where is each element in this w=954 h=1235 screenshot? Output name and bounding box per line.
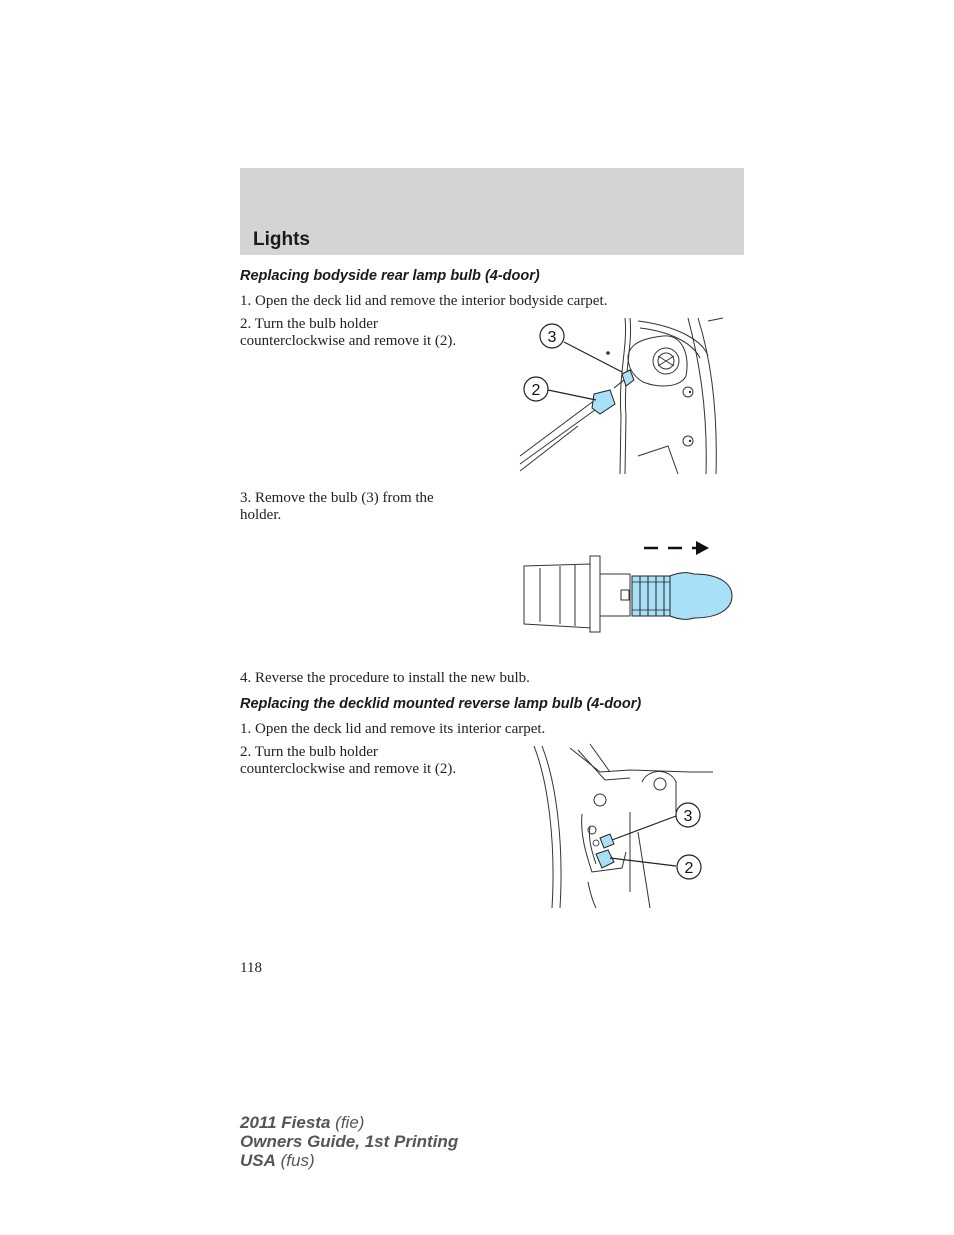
footer-line-2 bbox=[240, 1132, 458, 1151]
footer-edition-info bbox=[240, 1113, 458, 1170]
footer-printing: Owners Guide, 1st Printing bbox=[240, 1132, 459, 1151]
step-3-line-2: holder. bbox=[240, 506, 282, 523]
callout-label-holder: 2 bbox=[531, 382, 541, 399]
step-2-decklid bbox=[240, 744, 456, 777]
step-3-line-1: 3. Remove the bulb (3) from the bbox=[240, 490, 434, 506]
arrow-right-icon bbox=[696, 541, 709, 555]
bulb-holder-shape bbox=[592, 370, 634, 414]
decklid-lamp-figure bbox=[530, 742, 716, 910]
subheading-decklid-reverse-lamp: Replacing the decklid mounted reverse lamp bulb (4-door) bbox=[240, 696, 642, 712]
step-2-line-1: 2. Turn the bulb holder bbox=[240, 316, 378, 332]
footer-line-3 bbox=[240, 1151, 458, 1170]
step-2-decklid-line-1: 2. Turn the bulb holder bbox=[240, 744, 378, 760]
footer-model-code: (fie) bbox=[335, 1113, 365, 1132]
subheading-bodyside-rear-lamp: Replacing bodyside rear lamp bulb (4-door) bbox=[240, 268, 540, 284]
step-1: 1. Open the deck lid and remove the interior bodyside carpet. bbox=[240, 293, 608, 309]
callout-label-holder: 2 bbox=[684, 860, 694, 877]
page-number: 118 bbox=[240, 960, 262, 976]
callout-label-bulb: 3 bbox=[683, 808, 693, 825]
step-2-line-2: counterclockwise and remove it (2). bbox=[240, 332, 457, 349]
step-4: 4. Reverse the procedure to install the new bulb. bbox=[240, 670, 530, 686]
bodyside-lamp-figure bbox=[518, 316, 728, 476]
section-title: Lights bbox=[253, 229, 310, 250]
step-2 bbox=[240, 316, 456, 349]
section-header-bar bbox=[240, 168, 744, 255]
step-1-decklid: 1. Open the deck lid and remove its interior carpet. bbox=[240, 721, 546, 737]
step-3 bbox=[240, 490, 434, 523]
step-2-decklid-line-2: counterclockwise and remove it (2). bbox=[240, 760, 457, 777]
bulb-removal-figure bbox=[520, 536, 734, 634]
bulb-shape bbox=[632, 573, 732, 620]
callout-label-bulb: 3 bbox=[547, 329, 557, 346]
footer-market: USA bbox=[240, 1151, 276, 1170]
footer-line-1 bbox=[240, 1113, 458, 1132]
footer-model: 2011 Fiesta bbox=[240, 1113, 331, 1132]
footer-market-code: (fus) bbox=[280, 1151, 315, 1170]
